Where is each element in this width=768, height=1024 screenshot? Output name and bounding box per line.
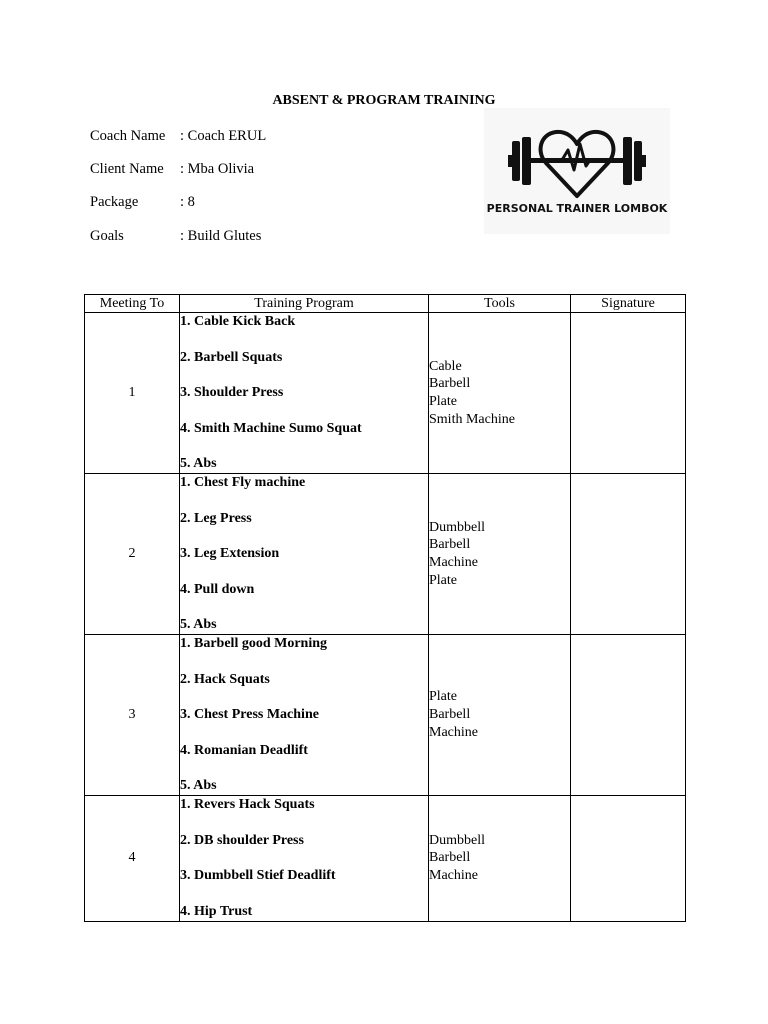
signature-cell[interactable]: [571, 313, 686, 474]
exercise-item: 1. Barbell good Morning: [180, 636, 328, 651]
exercise-item: 4. Hip Trust: [180, 903, 253, 919]
training-program-table: [84, 294, 686, 922]
exercise-item: 4. Pull down: [180, 581, 255, 597]
exercise-item: 1. Revers Hack Squats: [180, 797, 315, 812]
tool-item: Smith Machine: [429, 411, 515, 427]
exercise-item: 4. Romanian Deadlift: [180, 742, 308, 758]
info-label: Client Name: [90, 161, 164, 177]
table-row: [85, 635, 686, 796]
info-label: Goals: [90, 228, 124, 244]
meeting-number: 1: [85, 313, 180, 474]
table-row: [85, 796, 686, 922]
tool-item: Plate: [429, 394, 457, 409]
training-program-cell: [180, 796, 429, 922]
meeting-number: 3: [85, 635, 180, 796]
table-header-row: [85, 295, 686, 313]
heart-barbell-icon: [484, 108, 670, 234]
header-meeting: Meeting To: [85, 295, 180, 313]
exercise-item: 4. Smith Machine Sumo Squat: [180, 420, 362, 436]
meeting-number: 2: [85, 474, 180, 635]
tool-item: Barbell: [429, 376, 471, 392]
signature-cell[interactable]: [571, 796, 686, 922]
exercise-item: 1. Cable Kick Back: [180, 314, 296, 329]
exercise-item: 2. Hack Squats: [180, 671, 270, 687]
tool-item: Machine: [429, 555, 478, 570]
tools-cell: [429, 796, 571, 922]
tool-item: Machine: [429, 724, 478, 740]
training-program-cell: [180, 474, 429, 635]
signature-cell[interactable]: [571, 474, 686, 635]
exercise-item: 3. Chest Press Machine: [180, 707, 319, 722]
info-value: : 8: [180, 194, 195, 210]
tools-cell: [429, 474, 571, 635]
tool-item: Plate: [429, 689, 457, 705]
header-training-program: Training Program: [180, 295, 429, 313]
info-value: : Mba Olivia: [180, 161, 255, 177]
header-signature: Signature: [571, 295, 686, 313]
personal-trainer-logo: [484, 108, 670, 234]
info-label: Coach Name: [90, 128, 166, 144]
tool-item: Dumbbell: [429, 519, 485, 535]
table-row: [85, 474, 686, 635]
tool-item: Cable: [429, 358, 462, 374]
exercise-item: 3. Leg Extension: [180, 546, 280, 561]
training-program-cell: [180, 313, 429, 474]
signature-cell[interactable]: [571, 635, 686, 796]
tool-item: Plate: [429, 572, 457, 588]
exercise-item: 2. Leg Press: [180, 510, 252, 526]
training-program-cell: [180, 635, 429, 796]
logo-text: PERSONAL TRAINER LOMBOK: [486, 202, 668, 215]
exercise-item: 5. Abs: [180, 456, 217, 471]
meeting-number: 4: [85, 796, 180, 922]
info-label: Package: [90, 194, 139, 210]
document-title: ABSENT & PROGRAM TRAINING: [272, 93, 496, 108]
info-value: : Build Glutes: [180, 228, 262, 244]
tool-item: Machine: [429, 868, 478, 884]
exercise-item: 5. Abs: [180, 778, 217, 793]
table-row: [85, 313, 686, 474]
tool-item: Barbell: [429, 537, 471, 553]
tools-cell: [429, 635, 571, 796]
exercise-item: 3. Dumbbell Stief Deadlift: [180, 868, 336, 883]
tools-cell: [429, 313, 571, 474]
header-tools: Tools: [429, 295, 571, 313]
exercise-item: 2. DB shoulder Press: [180, 832, 304, 848]
exercise-item: 1. Chest Fly machine: [180, 475, 306, 490]
tool-item: Dumbbell: [429, 832, 485, 848]
tool-item: Barbell: [429, 707, 471, 723]
exercise-item: 3. Shoulder Press: [180, 385, 284, 400]
exercise-item: 5. Abs: [180, 617, 217, 632]
info-value: : Coach ERUL: [180, 128, 267, 144]
tool-item: Barbell: [429, 850, 471, 866]
exercise-item: 2. Barbell Squats: [180, 349, 283, 365]
